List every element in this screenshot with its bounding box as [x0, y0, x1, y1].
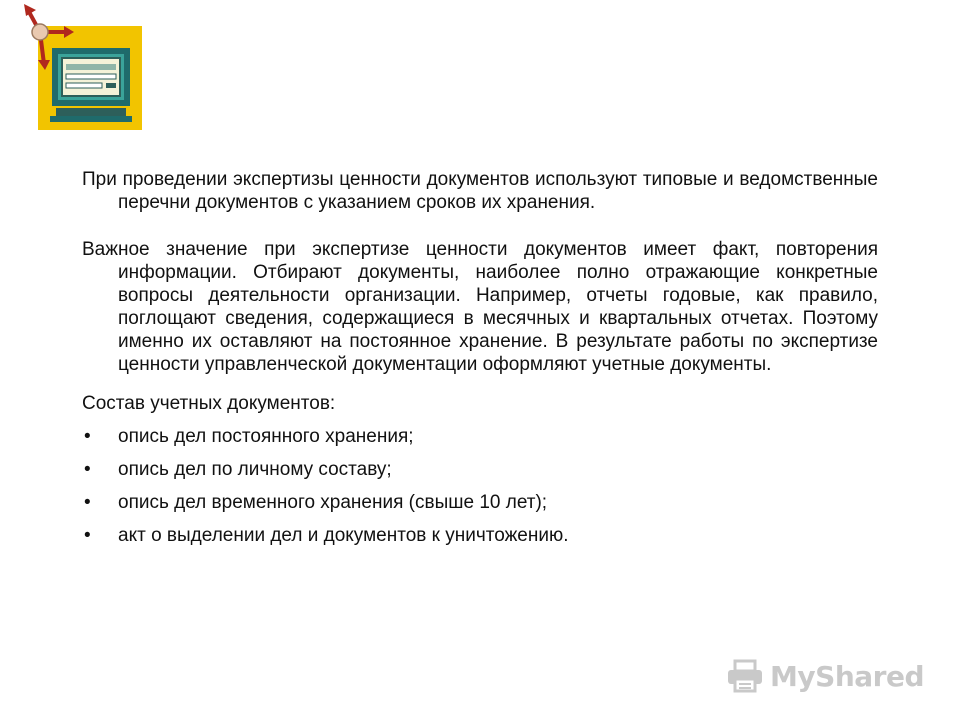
paragraph-information-repetition: Важное значение при экспертизе ценности документов имеет факт, повторения информации. Отбирают документы, наиболее полно отражающие конкретные вопросы деятельности организации. Например, отчеты годовые, как правило, поглощают сведения, содержащиеся в месячных и квартальных отчетах. Поэтому именно их оставляют на постоянное хранение. В результате работы по экспертизе ценности управленческой документации оформляют учетные документы.	[82, 239, 878, 375]
paragraph-expertise-lists: При проведении экспертизы ценности документов используют типовые и ведомственные перечни документов с указанием сроков их хранения.	[82, 169, 878, 213]
watermark-text: MyShared	[770, 659, 924, 693]
watermark	[726, 656, 924, 696]
bullet-icon: •	[84, 426, 91, 447]
list-item	[82, 425, 878, 448]
list-item-text: опись дел временного хранения (свыше 10 лет);	[118, 492, 548, 513]
bullet-icon: •	[84, 492, 91, 513]
list-item-text: акт о выделении дел и документов к уничтожению.	[118, 525, 569, 546]
slide-body	[82, 168, 878, 557]
list-item	[82, 524, 878, 547]
bullet-icon: •	[84, 459, 91, 480]
list-item	[82, 491, 878, 514]
list-item-text: опись дел постоянного хранения;	[118, 426, 414, 447]
list-item	[82, 458, 878, 481]
list-heading: Состав учетных документов:	[82, 393, 336, 414]
list-item-text: опись дел по личному составу;	[118, 459, 392, 480]
printer-icon	[726, 659, 764, 693]
computer-monitor-icon	[22, 4, 152, 134]
bullet-icon: •	[84, 525, 91, 546]
accounting-documents-list	[82, 425, 878, 547]
